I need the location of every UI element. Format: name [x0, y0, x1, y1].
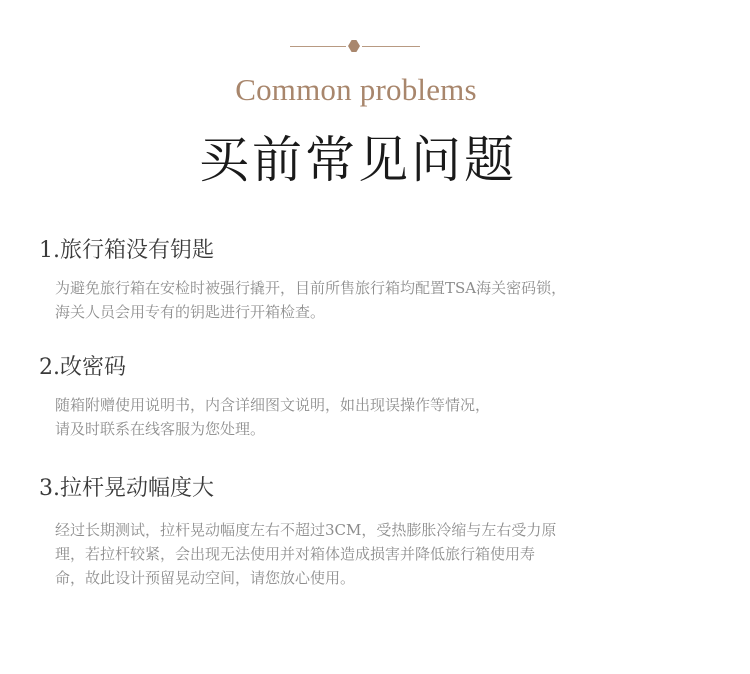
faq-item-change-password: [39, 353, 699, 441]
ornament-line-left: [290, 46, 346, 47]
faq-question: 1.旅行箱没有钥匙: [39, 238, 214, 263]
faq-question: 3.拉杆晃动幅度大: [39, 476, 214, 501]
ornament-line-right: [362, 46, 420, 47]
faq-answer: 随箱附赠使用说明书，内含详细图文说明，如出现误操作等情况， 请及时联系在线客服为您处理。: [55, 396, 491, 438]
section-title: 买前常见问题: [199, 131, 517, 189]
faq-answer: 经过长期测试，拉杆晃动幅度左右不超过3CM，受热膨胀冷缩与左右受力原 理，若拉杆较紧，会出现无法使用并对箱体造成损害并降低旅行箱使用寿 命，故此设计预留晃动空间，请您放心使用。: [55, 521, 557, 587]
header-ornament: [290, 39, 420, 55]
faq-question: 2.改密码: [39, 355, 126, 380]
faq-item-handle-wobble: [39, 474, 699, 590]
section-subtitle-en: Common problems: [235, 72, 477, 107]
faq-answer: 为避免旅行箱在安检时被强行撬开，目前所售旅行箱均配置TSA海关密码锁， 海关人员会用专有的钥匙进行开箱检查。: [55, 279, 567, 321]
faq-item-no-key: [39, 236, 699, 324]
ornament-diamond-icon: [348, 40, 360, 52]
